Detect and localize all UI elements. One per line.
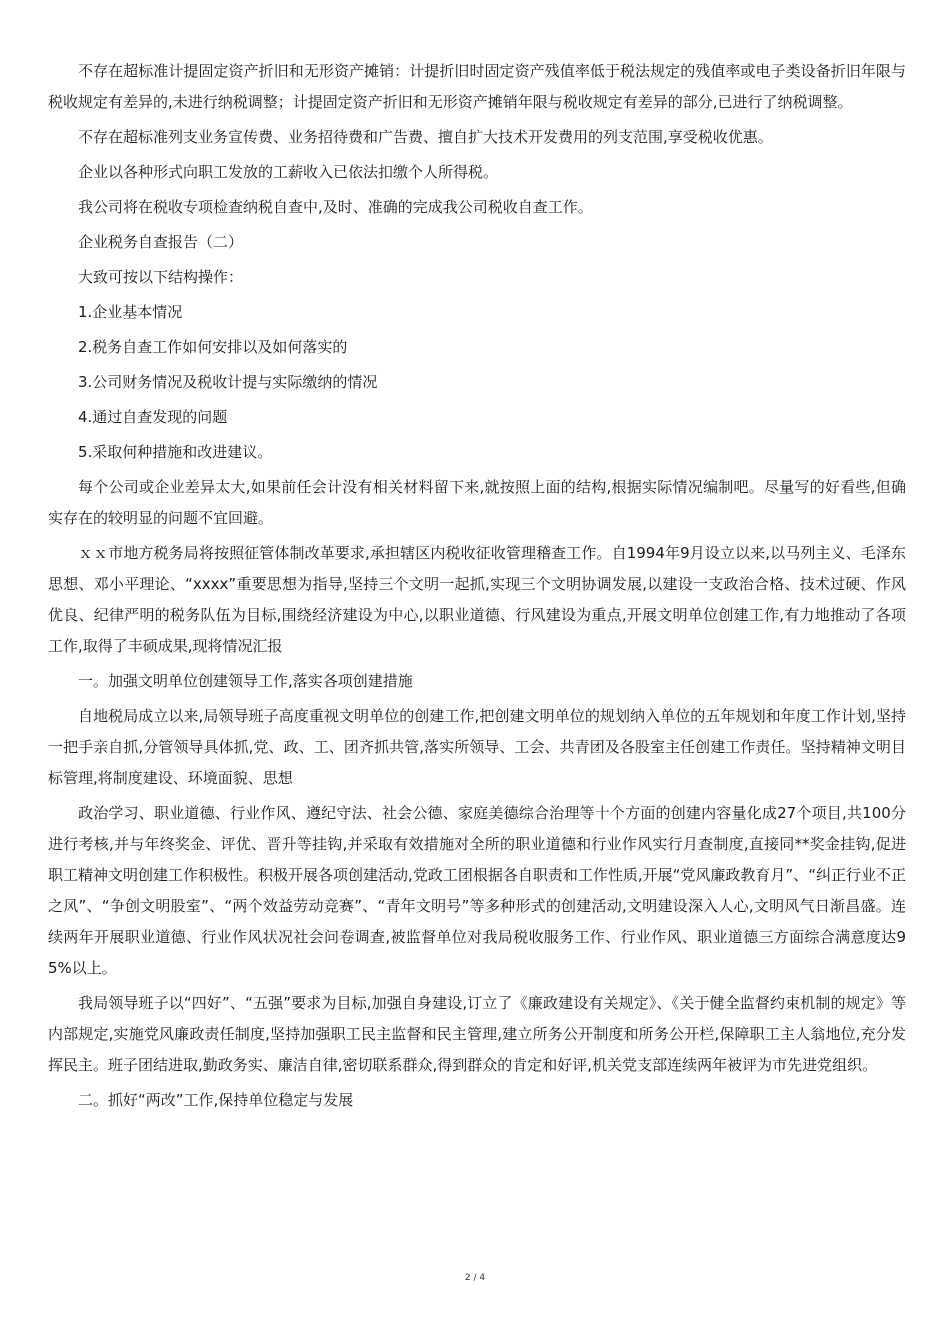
- list-item-3: 3.公司财务情况及税收计提与实际缴纳的情况: [78, 373, 378, 391]
- list-item-2: 2.税务自查工作如何安排以及如何落实的: [78, 338, 348, 356]
- paragraph-leadership: 自地税局成立以来,局领导班子高度重视文明单位的创建工作,把创建文明单位的规划纳入单位的五年规划和年度工作计划,坚持一把手亲自抓,分管领导具体抓,党、政、工、团齐抓共管,落实所领导、工会、共青团及各股室主任创建工作责任。坚持精神文明目标管理,将制度建设、环境面貌、思想: [48, 707, 906, 787]
- paragraph-team-building: 我局领导班子以“四好”、“五强”要求为目标,加强自身建设,订立了《廉政建设有关规定》、《关于健全监督约束机制的规定》等内部规定,实施党风廉政责任制度,坚持加强职工民主监督和民主管理,建立所务公开制度和所务公开栏,保障职工主人翁地位,充分发挥民主。班子团结进取,勤政务实、廉洁自律,密切联系群众,得到群众的肯定和好评,机关党支部连续两年被评为市先进党组织。: [48, 994, 906, 1074]
- list-item-1: 1.企业基本情况: [78, 303, 183, 321]
- paragraph-3: 企业以各种形式向职工发放的工薪收入已依法扣缴个人所得税。: [78, 163, 499, 181]
- paragraph-1: 不存在超标准计提固定资产折旧和无形资产摊销：计提折旧时固定资产残值率低于税法规定的残值率或电子类设备折旧年限与税收规定有差异的,未进行纳税调整；计提固定资产折旧和无形资产摊销年限与税收规定有差异的部分,已进行了纳税调整。: [48, 62, 906, 111]
- section-heading-report-two: 企业税务自查报告（二）: [78, 233, 244, 251]
- list-item-4: 4.通过自查发现的问题: [78, 408, 228, 426]
- list-item-5: 5.采取何种措施和改进建议。: [78, 443, 273, 461]
- paragraph-4: 我公司将在税收专项检查纳税自查中,及时、准确的完成我公司税收自查工作。: [78, 198, 593, 216]
- paragraph-structure-intro: 大致可按以下结构操作：: [78, 268, 244, 286]
- paragraph-advice: 每个公司或企业差异太大,如果前任会计没有相关材料留下来,就按照上面的结构,根据实际情况编制吧。尽量写的好看些,但确实存在的较明显的问题不宜回避。: [48, 478, 906, 527]
- paragraph-2: 不存在超标准列支业务宣传费、业务招待费和广告费、擅自扩大技术开发费用的列支范围,享受税收优惠。: [78, 128, 773, 146]
- section-heading-one: 一。加强文明单位创建领导工作,落实各项创建措施: [78, 672, 413, 690]
- page-number: 2 / 4: [464, 1273, 486, 1283]
- document-body: [48, 56, 906, 1120]
- section-heading-two: 二。抓好“两改”工作,保持单位稳定与发展: [78, 1091, 354, 1109]
- paragraph-bureau-intro: ｘｘ市地方税务局将按照征管体制改革要求,承担辖区内税收征收管理稽查工作。自1994年9月设立以来,以马列主义、毛泽东思想、邓小平理论、“xxxx”重要思想为指导,坚持三个文明一起抓,实现三个文明协调发展,以建设一支政治合格、技术过硬、作风优良、纪律严明的税务队伍为目标,围绕经济建设为中心,以职业道德、行风建设为重点,开展文明单位创建工作,有力地推动了各项工作,取得了丰硕成果,现将情况汇报: [48, 544, 906, 655]
- paragraph-assessment: 政治学习、职业道德、行业作风、遵纪守法、社会公德、家庭美德综合治理等十个方面的创建内容量化成27个项目,共100分进行考核,并与年终奖金、评优、晋升等挂钩,并采取有效措施对全所的职业道德和行业作风实行月查制度,直接同**奖金挂钩,促进职工精神文明创建工作积极性。积极开展各项创建活动,党政工团根据各自职责和工作性质,开展“党风廉政教育月”、“纠正行业不正之风”、“争创文明股室”、“两个效益劳动竞赛”、“青年文明号”等多种形式的创建活动,文明建设深入人心,文明风气日渐昌盛。连续两年开展职业道德、行业作风状况社会问卷调查,被监督单位对我局税收服务工作、行业作风、职业道德三方面综合满意度达95%以上。: [48, 804, 906, 977]
